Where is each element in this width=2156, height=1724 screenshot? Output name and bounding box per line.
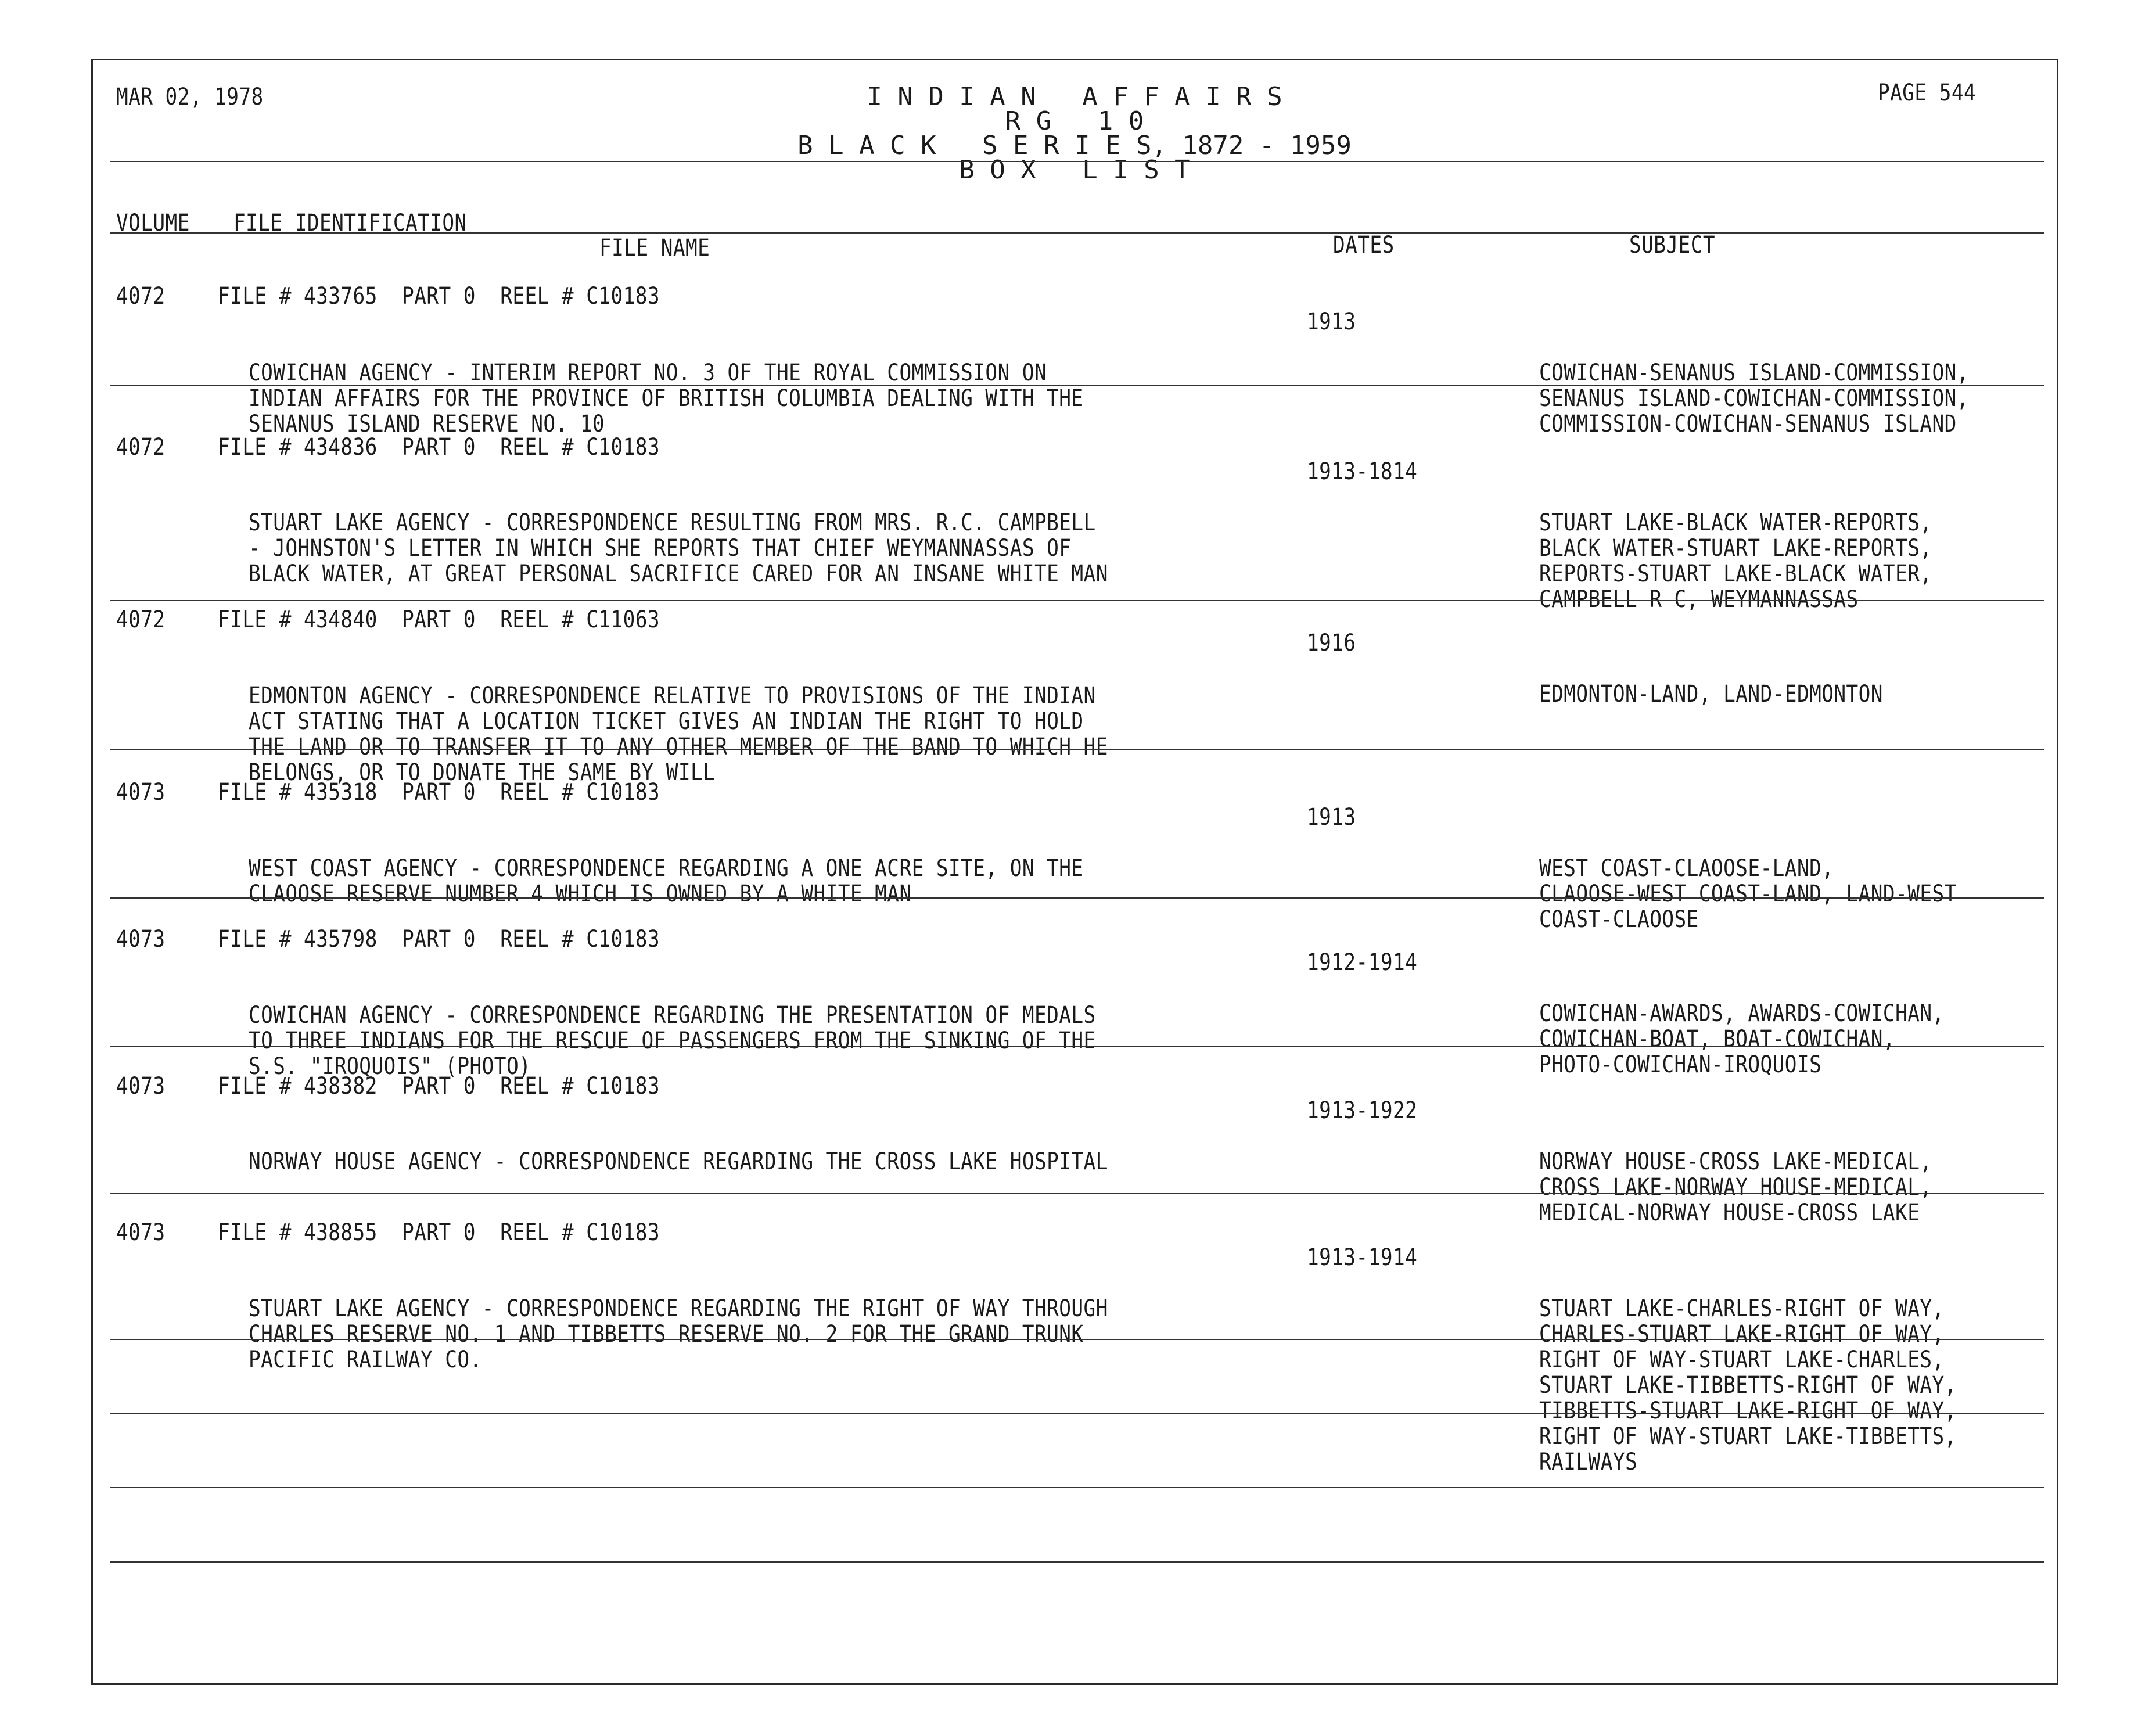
title-line-3: B L A C K S E R I E S, 1872 - 1959 [797, 131, 1352, 160]
row-rule [110, 1046, 2044, 1047]
file-reference: FILE # 435798 PART 0 REEL # C10183 [218, 926, 660, 953]
file-dates: 1913 [1307, 308, 1356, 335]
volume-number: 4072 [116, 283, 166, 310]
page-number: PAGE 544 [1878, 80, 1977, 106]
title-line-4: B O X L I S T [959, 155, 1190, 185]
file-dates: 1913-1914 [1307, 1244, 1418, 1271]
row-rule [110, 1339, 2044, 1340]
file-dates: 1913-1922 [1307, 1097, 1418, 1124]
row-rule [110, 897, 2044, 899]
col-dates: DATES [1333, 232, 1395, 258]
file-description: STUART LAKE AGENCY - CORRESPONDENCE RESULTING FROM MRS. R.C. CAMPBELL - JOHNSTON'S LETTER IN WHICH SHE REPORTS THAT CHIEF WEYMANNASSAS OF BLACK WATER, AT GREAT PERSONAL SACRIFICE CARED FOR AN INSANE WHITE MAN [249, 509, 1108, 587]
volume-number: 4073 [116, 1219, 166, 1246]
volume-number: 4073 [116, 779, 166, 806]
file-reference: FILE # 434836 PART 0 REEL # C10183 [218, 434, 660, 461]
file-subject: NORWAY HOUSE-CROSS LAKE-MEDICAL, CROSS LAKE-NORWAY HOUSE-MEDICAL, MEDICAL-NORWAY HOUSE-CROSS LAKE [1539, 1148, 1932, 1226]
report-date: MAR 02, 1978 [116, 84, 264, 110]
file-reference: FILE # 438855 PART 0 REEL # C10183 [218, 1219, 660, 1246]
col-subject: SUBJECT [1629, 232, 1715, 258]
volume-number: 4073 [116, 1073, 166, 1100]
row-rule [110, 1193, 2044, 1194]
col-volume: VOLUME [116, 210, 190, 236]
file-description: WEST COAST AGENCY - CORRESPONDENCE REGARDING A ONE ACRE SITE, ON THE CLAOOSE RESERVE NUMBER 4 WHICH IS OWNED BY A WHITE MAN [249, 855, 1084, 907]
title-line-1: I N D I A N A F F A I R S [867, 82, 1282, 112]
file-subject: EDMONTON-LAND, LAND-EDMONTON [1539, 681, 1883, 707]
file-dates: 1916 [1307, 630, 1356, 656]
row-rule [110, 600, 2044, 601]
file-description: COWICHAN AGENCY - CORRESPONDENCE REGARDING THE PRESENTATION OF MEDALS TO THREE INDIANS FOR THE RESCUE OF PASSENGERS FROM THE SINKING OF THE S.S. "IROQUOIS" (PHOTO) [249, 1002, 1096, 1080]
row-rule [110, 1487, 2044, 1488]
file-reference: FILE # 435318 PART 0 REEL # C10183 [218, 779, 660, 806]
file-dates: 1913-1814 [1307, 458, 1418, 485]
file-description: COWICHAN AGENCY - INTERIM REPORT NO. 3 OF THE ROYAL COMMISSION ON INDIAN AFFAIRS FOR THE PROVINCE OF BRITISH COLUMBIA DEALING WITH THE SENANUS ISLAND RESERVE NO. 10 [249, 360, 1084, 437]
volume-number: 4073 [116, 926, 166, 953]
col-file-name: FILE NAME [599, 235, 710, 261]
file-subject: STUART LAKE-CHARLES-RIGHT OF WAY, CHARLES-STUART LAKE-RIGHT OF WAY, RIGHT OF WAY-STUART LAKE-CHARLES, STUART LAKE-TIBBETTS-RIGHT OF WAY, TIBBETTS-STUART LAKE-RIGHT OF WAY, RIGHT OF WAY-STUART LAKE-TIBBETTS, RAILWAYS [1539, 1295, 1957, 1475]
column-rule [110, 232, 2044, 234]
row-rule [110, 385, 2044, 386]
file-subject: STUART LAKE-BLACK WATER-REPORTS, BLACK WATER-STUART LAKE-REPORTS, REPORTS-STUART LAKE-BLACK WATER, CAMPBELL R C, WEYMANNASSAS [1539, 509, 1932, 613]
file-dates: 1912-1914 [1307, 949, 1418, 976]
file-description: NORWAY HOUSE AGENCY - CORRESPONDENCE REGARDING THE CROSS LAKE HOSPITAL [249, 1148, 1108, 1175]
volume-number: 4072 [116, 606, 166, 633]
col-file-identification: FILE IDENTIFICATION [233, 210, 467, 236]
file-subject: COWICHAN-AWARDS, AWARDS-COWICHAN, COWICHAN-BOAT, BOAT-COWICHAN, PHOTO-COWICHAN-IROQUOIS [1539, 1000, 1945, 1078]
title-line-2: R G 1 0 [1005, 106, 1144, 136]
volume-number: 4072 [116, 434, 166, 461]
file-reference: FILE # 434840 PART 0 REEL # C11063 [218, 606, 660, 633]
file-reference: FILE # 438382 PART 0 REEL # C10183 [218, 1073, 660, 1100]
row-rule [110, 1561, 2044, 1563]
row-rule [110, 1413, 2044, 1414]
header-rule [110, 161, 2044, 162]
file-description: STUART LAKE AGENCY - CORRESPONDENCE REGARDING THE RIGHT OF WAY THROUGH CHARLES RESERVE NO. 1 AND TIBBETTS RESERVE NO. 2 FOR THE GRAND TRUNK PACIFIC RAILWAY CO. [249, 1295, 1108, 1373]
file-subject: COWICHAN-SENANUS ISLAND-COMMISSION, SENANUS ISLAND-COWICHAN-COMMISSION, COMMISSION-COWICHAN-SENANUS ISLAND [1539, 360, 1969, 437]
report-title [755, 84, 1394, 189]
file-description: EDMONTON AGENCY - CORRESPONDENCE RELATIVE TO PROVISIONS OF THE INDIAN ACT STATING THAT A LOCATION TICKET GIVES AN INDIAN THE RIGHT TO HOLD THE LAND OR TO TRANSFER IT TO ANY OTHER MEMBER OF THE BAND TO WHICH HE BELONGS, OR TO DONATE THE SAME BY WILL [249, 683, 1108, 786]
file-subject: WEST COAST-CLAOOSE-LAND, CLAOOSE-WEST COAST-LAND, LAND-WEST COAST-CLAOOSE [1539, 855, 1957, 933]
row-rule [110, 749, 2044, 750]
file-reference: FILE # 433765 PART 0 REEL # C10183 [218, 283, 660, 310]
file-dates: 1913 [1307, 804, 1356, 831]
